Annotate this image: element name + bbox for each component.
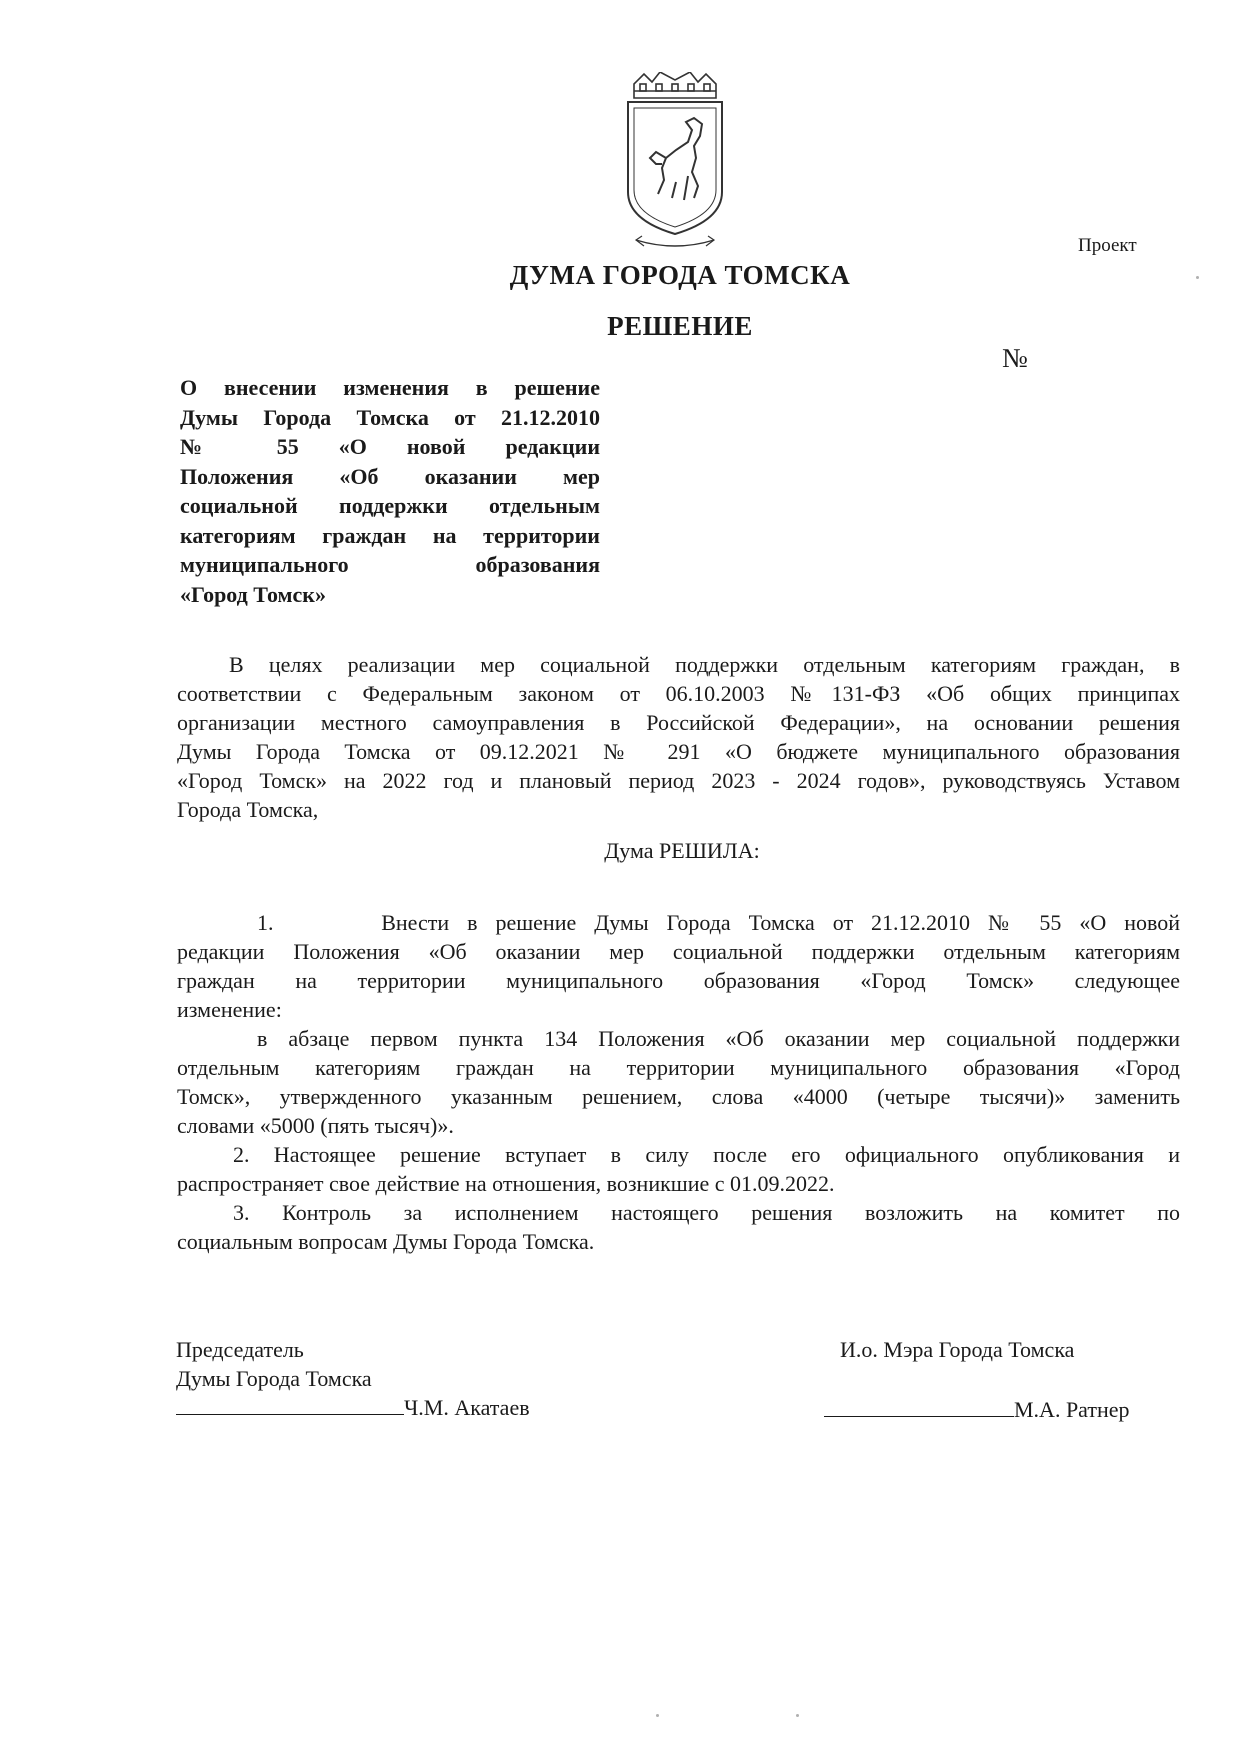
signature-name: Ч.М. Акатаев xyxy=(404,1395,530,1420)
signature-title: Думы Города Томска xyxy=(176,1366,372,1391)
point-line: распространяет свое действие на отношения, возникшие с 01.09.2022. xyxy=(177,1171,835,1196)
subject-line: № 55 «О новой редакции xyxy=(180,434,600,459)
point-line: словами «5000 (пять тысяч)». xyxy=(177,1113,454,1138)
preamble-paragraph xyxy=(177,650,1180,824)
signature-title: И.о. Мэра Города Томска xyxy=(840,1337,1075,1362)
point-line: отдельным категориям граждан на территории муниципального образования «Город xyxy=(177,1055,1180,1080)
subject-line: О внесении изменения в решение xyxy=(180,375,600,400)
point-line: граждан на территории муниципального образования «Город Томск» следующее xyxy=(177,968,1180,993)
point-line: 2. Настоящее решение вступает в силу после его официального опубликования и xyxy=(233,1142,1180,1167)
point-line: в абзаце первом пункта 134 Положения «Об оказании мер социальной поддержки xyxy=(257,1026,1180,1051)
point-line: социальным вопросам Думы Города Томска. xyxy=(177,1229,595,1254)
scan-speck xyxy=(1196,276,1199,279)
point-line: изменение: xyxy=(177,997,282,1022)
scan-speck xyxy=(796,1714,799,1717)
signature-mayor xyxy=(840,1335,1130,1424)
document-number-label: № xyxy=(1002,343,1028,373)
subject-line: Положения «Об оказании мер xyxy=(180,463,600,489)
point-line: Томск», утвержденного указанным решением, слова «4000 (четыре тысячи)» заменить xyxy=(177,1084,1180,1109)
preamble-line: «Город Томск» на 2022 год и плановый период 2023 - 2024 годов», руководствуясь Уставом xyxy=(177,768,1180,793)
signature-underline xyxy=(824,1396,1014,1417)
subject-line: «Город Томск» xyxy=(180,581,326,607)
draft-label: Проект xyxy=(1078,235,1137,256)
signature-line xyxy=(824,1395,1130,1424)
signature-underline xyxy=(176,1394,404,1415)
point-line: 1. Внести в решение Думы Города Томска от 21.12.2010 № 55 «О новой xyxy=(257,910,1180,935)
preamble-line: Думы Города Томска от 09.12.2021 № 291 «О бюджете муниципального образования xyxy=(177,739,1180,764)
council-decided-label: Дума РЕШИЛА: xyxy=(604,838,760,863)
preamble-line: Города Томска, xyxy=(177,797,319,822)
preamble-line: В целях реализации мер социальной поддержки отдельным категориям граждан, в xyxy=(229,652,1180,677)
subject-line: социальной поддержки отдельным xyxy=(180,493,600,518)
signature-name: М.А. Ратнер xyxy=(1014,1397,1130,1422)
subject-line: муниципального образования xyxy=(180,552,600,577)
signature-line xyxy=(176,1393,530,1422)
tomsk-coat-of-arms-icon xyxy=(622,72,728,250)
preamble-line: соответствии с Федеральным законом от 06.10.2003 №131-ФЗ «Об общих принципах xyxy=(177,681,1180,706)
subject-line: Думы Города Томска от 21.12.2010 xyxy=(180,404,600,430)
decision-points xyxy=(177,908,1180,1256)
signature-title: Председатель xyxy=(176,1337,304,1362)
document-type-title: РЕШЕНИЕ xyxy=(607,311,753,341)
point-line: 3. Контроль за исполнением настоящего решения возложить на комитет по xyxy=(233,1200,1180,1225)
decision-subject xyxy=(180,373,600,609)
preamble-line: организации местного самоуправления в Российской Федерации», на основании решения xyxy=(177,710,1180,735)
signature-chairman xyxy=(176,1335,530,1422)
subject-line: категориям граждан на территории xyxy=(180,522,600,548)
scan-speck xyxy=(656,1714,659,1717)
point-line: редакции Положения «Об оказании мер социальной поддержки отдельным категориям xyxy=(177,939,1180,964)
council-title: ДУМА ГОРОДА ТОМСКА xyxy=(509,260,851,290)
